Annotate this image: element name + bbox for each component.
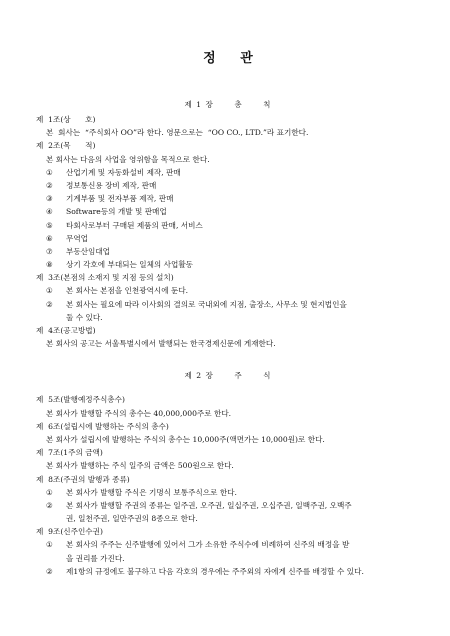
article-5-body: 본 회사가 발행할 주식의 총수는 40,000,000주로 한다.	[46, 408, 232, 418]
article-8-heading: 제 8조(주권의 발행과 종류)	[36, 474, 130, 484]
item-number: ③	[46, 194, 53, 204]
item-number: ④	[46, 207, 53, 217]
list-item	[36, 179, 420, 192]
item-text: 산업기계 및 자동화설비 제작, 판매	[66, 167, 181, 177]
article-4-heading: 제 4조(공고방법)	[36, 326, 96, 335]
article-5-heading: 제 5조(발행예정주식총수)	[36, 395, 125, 405]
item-text: 본 회사가 발행할 주식은 기명식 보통주식으로 한다.	[66, 487, 237, 497]
item-continuation: 둘 수 있다.	[66, 312, 103, 322]
list-item	[36, 486, 420, 499]
article-1-body: 본 회사는 “주식회사 OO”라 한다. 영문으로는 “OO CO., LTD.”라 표기한다.	[46, 128, 309, 138]
item-number: ②	[46, 180, 53, 190]
list-item	[36, 284, 420, 297]
item-text: 정보통신용 장비 제작, 판매	[66, 180, 157, 190]
chapter-1-heading: 제 1 장 총 칙	[184, 100, 272, 109]
item-text: 무역업	[66, 233, 89, 243]
article-1-heading: 제 1조(상 호)	[36, 115, 96, 124]
article-7-body: 본 회사가 발행하는 주식 일주의 금액은 500원으로 한다.	[46, 461, 234, 471]
item-text: 타회사로부터 구매된 제품의 판매, 서비스	[66, 220, 203, 230]
list-item	[36, 538, 420, 551]
spacer	[36, 384, 420, 393]
item-number: ②	[46, 299, 53, 309]
item-text: Software등의 개발 및 판매업	[66, 207, 167, 217]
article-6-heading: 제 6조(설립시에 발행하는 주식의 총수)	[36, 421, 169, 431]
item-number: ⑦	[46, 246, 53, 256]
list-item	[36, 298, 420, 311]
item-continuation: 을 권리를 가진다.	[66, 553, 125, 563]
list-item	[36, 258, 420, 271]
article-2-heading: 제 2조(목 적)	[36, 141, 96, 151]
item-number: ②	[46, 500, 53, 510]
item-number: ①	[46, 286, 53, 296]
article-7-heading: 제 7조(1주의 금액)	[36, 448, 103, 458]
item-text: 부동산임대업	[66, 246, 111, 256]
item-text: 본 회사는 필요에 따라 이사회의 결의로 국내외에 지점, 출장소, 사무소 및 현지법인을	[66, 299, 347, 309]
article-2-body: 본 회사는 다음의 사업을 영위함을 목적으로 한다.	[46, 154, 210, 164]
item-text: 본 회사의 주주는 신주발행에 있어서 그가 소유한 주식수에 비례하여 신주의 배정을 받	[66, 540, 350, 550]
list-item	[36, 192, 420, 205]
item-number: ⑧	[46, 260, 53, 270]
item-number: ⑤	[46, 220, 53, 230]
item-number: ①	[46, 167, 53, 177]
item-text: 상기 각호에 부대되는 일체의 사업활동	[66, 260, 194, 270]
item-number: ①	[46, 540, 53, 550]
list-item	[36, 205, 420, 218]
list-item	[36, 499, 420, 512]
item-text: 제1항의 규정에도 불구하고 다음 각호의 경우에는 주주외의 자에게 신주를 배정할 수 있다.	[66, 566, 364, 576]
item-continuation: 권, 일천주권, 일만주권의 8종으로 한다.	[66, 514, 198, 524]
item-text: 기계부품 및 전자부품 제작, 판매	[66, 194, 174, 204]
list-item	[36, 232, 420, 245]
item-text: 본 회사가 발행할 주권의 종류는 일주권, 오주권, 일십주권, 오십주권, 일백주권, 오백주	[66, 500, 352, 510]
item-number: ⑥	[46, 233, 53, 243]
list-item	[36, 166, 420, 179]
list-item	[36, 245, 420, 258]
article-6-body: 본 회사가 설립시에 발행하는 주식의 총수는 10,000주(액면가는 10,000원)로 한다.	[46, 434, 325, 444]
article-3-heading: 제 3조(본점의 소재지 및 지점 등의 설치)	[36, 273, 174, 283]
chapter-2-heading: 제 2 장 주 식	[184, 371, 272, 381]
article-9-heading: 제 9조(신주인수권)	[36, 527, 103, 537]
item-number: ①	[46, 487, 53, 497]
list-item	[36, 565, 420, 578]
item-text: 본 회사는 본점을 인천광역시에 둔다.	[66, 286, 189, 296]
list-item	[36, 219, 420, 232]
item-number: ②	[46, 566, 53, 576]
article-4-body: 본 회사의 공고는 서울특별시에서 발행되는 한국경제신문에 게재한다.	[46, 339, 276, 349]
document-title: 정 관	[203, 51, 263, 66]
